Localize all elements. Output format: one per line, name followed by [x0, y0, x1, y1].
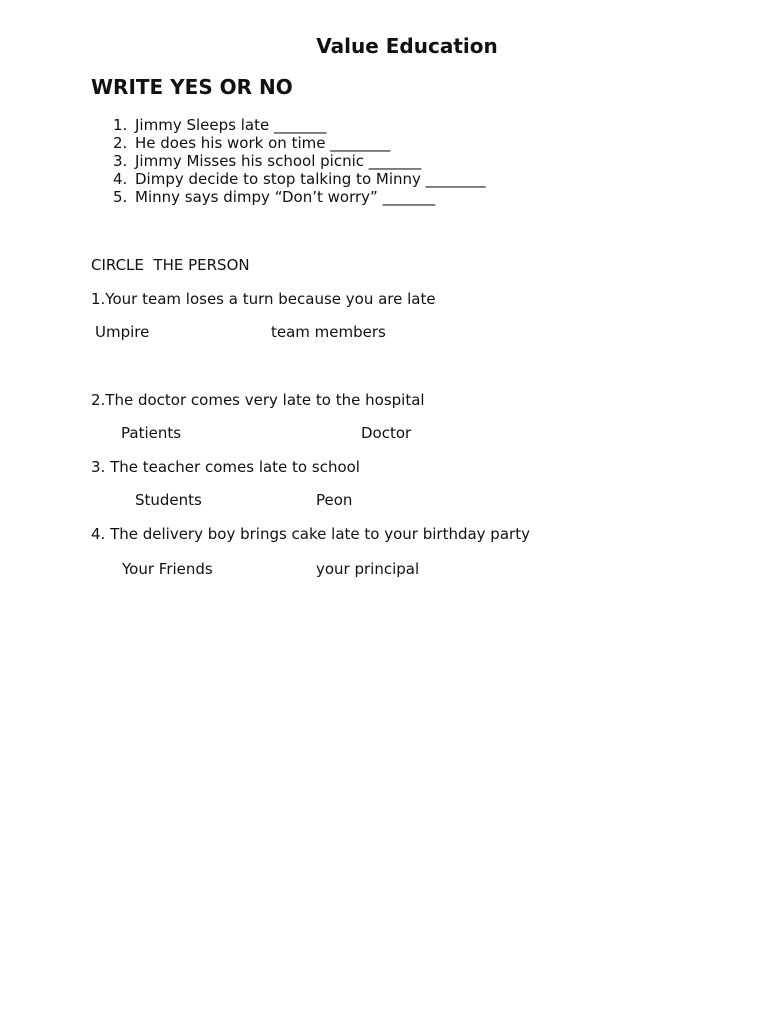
option-text: Umpire — [95, 323, 150, 341]
option-text: Patients — [121, 424, 182, 442]
item-number: 2. — [113, 134, 128, 152]
question-text: 2.The doctor comes very late to the hospital — [91, 391, 425, 409]
list-item — [113, 116, 486, 134]
item-number: 5. — [113, 188, 128, 206]
option-text: Students — [135, 491, 202, 509]
option-text: your principal — [316, 560, 420, 578]
list-item — [113, 188, 486, 206]
item-text: Jimmy Misses his school picnic _______ — [135, 152, 422, 170]
section-heading-circle-person: CIRCLE THE PERSON — [91, 256, 250, 274]
section-heading-yes-no: WRITE YES OR NO — [91, 75, 293, 99]
question-text: 1.Your team loses a turn because you are late — [91, 290, 436, 308]
page-title: Value Education — [316, 34, 498, 58]
option-text: Doctor — [361, 424, 412, 442]
list-item — [113, 134, 486, 152]
option-text: Your Friends — [122, 560, 213, 578]
item-number: 1. — [113, 116, 128, 134]
question-text: 4. The delivery boy brings cake late to your birthday party — [91, 525, 530, 543]
list-item — [113, 152, 486, 170]
item-text: Minny says dimpy “Don’t worry” _______ — [135, 188, 436, 206]
item-text: He does his work on time ________ — [135, 134, 391, 152]
item-number: 3. — [113, 152, 128, 170]
item-text: Jimmy Sleeps late _______ — [135, 116, 327, 134]
list-item — [113, 170, 486, 188]
option-text: Peon — [316, 491, 353, 509]
item-number: 4. — [113, 170, 128, 188]
yes-no-list — [113, 116, 486, 206]
question-text: 3. The teacher comes late to school — [91, 458, 360, 476]
item-text: Dimpy decide to stop talking to Minny ________ — [135, 170, 486, 188]
option-text: team members — [271, 323, 386, 341]
